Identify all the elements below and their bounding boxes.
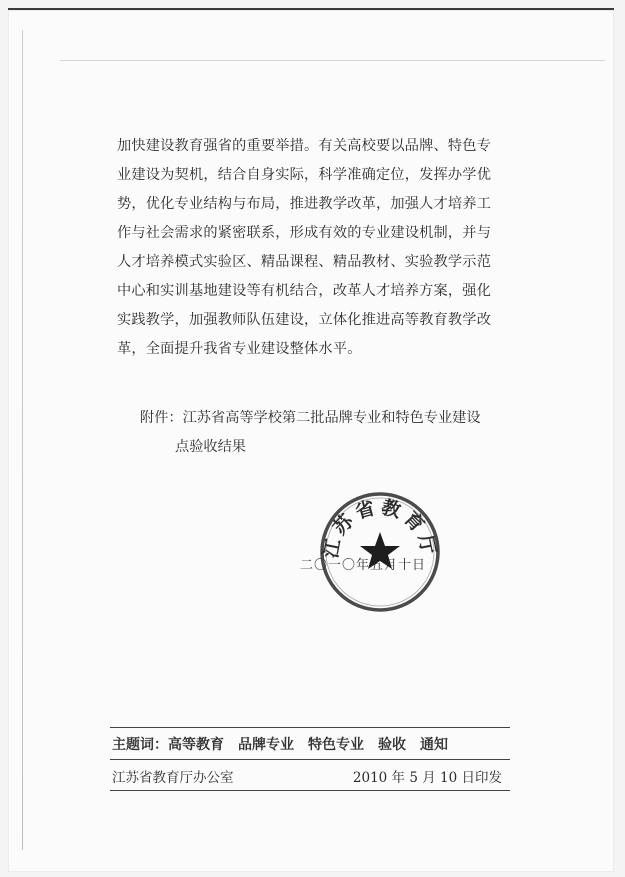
seal-star-icon <box>360 532 400 569</box>
keywords-bottom-rule <box>110 759 510 760</box>
body-line: 人才培养模式实验区、精品课程、精品教材、实验教学示范 <box>117 254 492 270</box>
body-line: 作与社会需求的紧密联系，形成有效的专业建设机制，并与 <box>117 225 492 241</box>
seal-text: 江苏省教育厅 <box>319 496 441 560</box>
attachment-line-1: 附件：江苏省高等学校第二批品牌专业和特色专业建设 <box>140 410 481 426</box>
body-paragraph <box>117 132 527 364</box>
signature-date: 二〇一〇年五月十日 <box>300 558 427 573</box>
subject-keywords <box>112 734 448 754</box>
body-line: 业建设为契机，结合自身实际，科学准确定位，发挥办学优 <box>117 167 492 183</box>
keyword: 验收 <box>378 737 406 753</box>
attachment-note <box>140 404 540 462</box>
issuance-footer <box>112 766 502 786</box>
body-line: 实践教学，加强教师队伍建设，立体化推进高等教育教学改 <box>117 312 492 328</box>
keyword: 特色专业 <box>308 737 364 753</box>
body-line: 中心和实训基地建设等有机结合，改革人才培养方案，强化 <box>117 283 492 299</box>
attachment-line-2: 点验收结果 <box>175 439 246 455</box>
scan-edge-line <box>22 30 23 850</box>
body-line: 革，全面提升我省专业建设整体水平。 <box>117 341 362 357</box>
issue-date: 2010 年 5 月 10 日印发 <box>352 770 502 786</box>
scan-top-line <box>60 60 605 61</box>
footer-bottom-rule <box>110 790 510 791</box>
keyword: 品牌专业 <box>238 737 294 753</box>
keywords-top-rule <box>110 727 510 728</box>
keywords-label: 主题词： <box>112 737 168 753</box>
issuer-name: 江苏省教育厅办公室 <box>112 770 234 786</box>
keyword: 高等教育 <box>168 737 224 753</box>
body-line: 加快建设教育强省的重要举措。有关高校要以品牌、特色专 <box>117 138 492 154</box>
body-line: 势，优化专业结构与布局，推进教学改革，加强人才培养工 <box>117 196 492 212</box>
keyword: 通知 <box>420 737 448 753</box>
official-seal-icon <box>318 490 442 614</box>
